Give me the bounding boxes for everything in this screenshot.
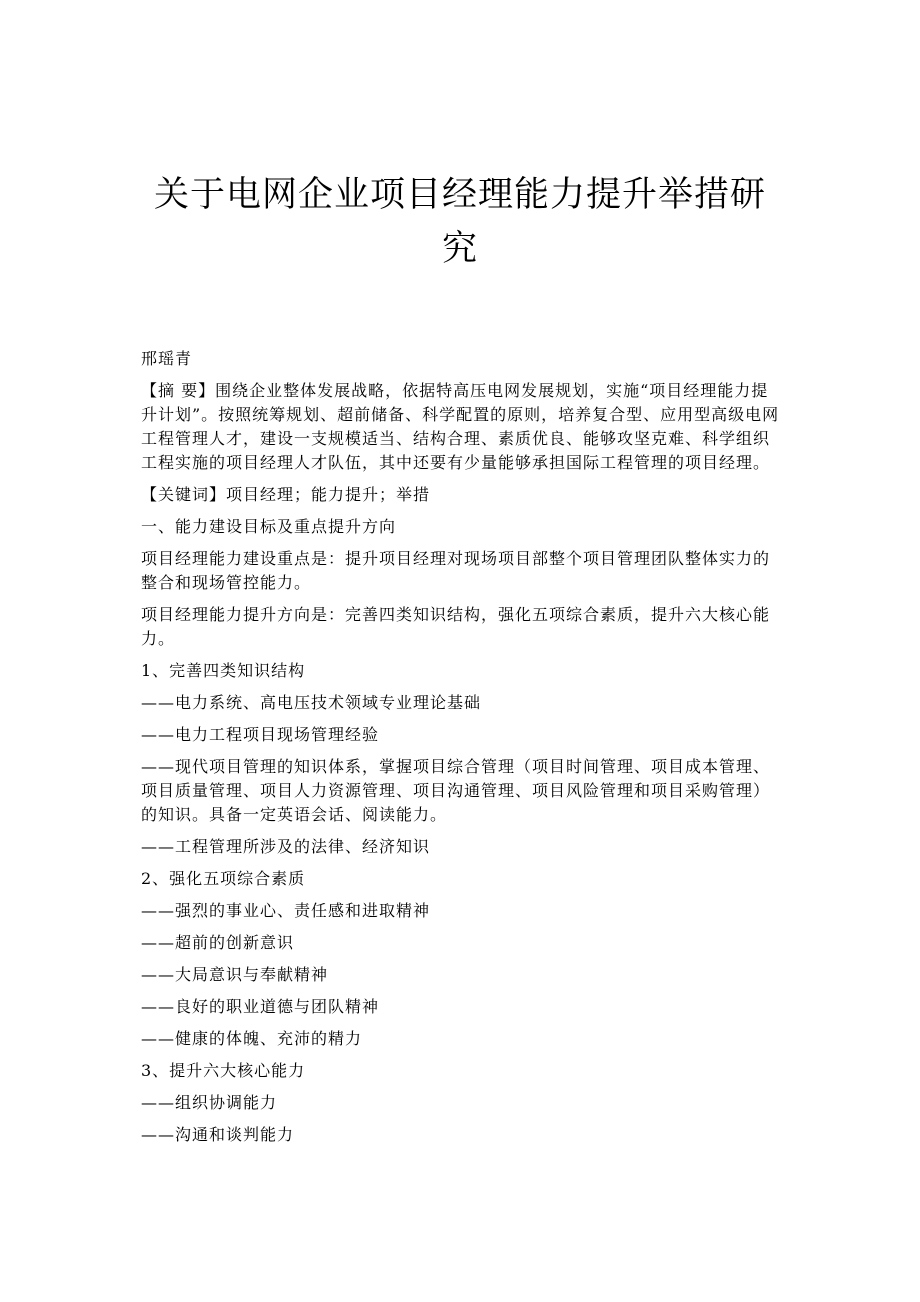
title-line-1: 关于电网企业项目经理能力提升举措研 [153, 175, 766, 215]
subsection-heading: 1、完善四类知识结构 [141, 661, 306, 680]
list-item: ——工程管理所涉及的法律、经济知识 [141, 837, 431, 856]
subsection-heading: 3、提升六大核心能力 [141, 1061, 306, 1080]
author: 邢瑶青 [141, 349, 193, 368]
list-item: ——沟通和谈判能力 [141, 1125, 295, 1144]
list-item: ——电力工程项目现场管理经验 [141, 725, 380, 744]
list-item: ——现代项目管理的知识体系，掌握项目综合管理（项目时间管理、项目成本管理、项目质量管理、项目人力资源管理、项目沟通管理、项目风险管理和项目采购管理）的知识。具备一定英语会话、阅读能力。 [141, 757, 771, 824]
list-item: ——健康的体魄、充沛的精力 [141, 1029, 363, 1048]
list-item: ——组织协调能力 [141, 1093, 278, 1112]
title-line-2: 究 [441, 229, 478, 269]
focus-paragraph: 项目经理能力建设重点是：提升项目经理对现场项目部整个项目管理团队整体实力的整合和现场管控能力。 [141, 549, 771, 592]
list-item: ——电力系统、高电压技术领域专业理论基础 [141, 693, 482, 712]
list-item: ——大局意识与奉献精神 [141, 965, 329, 984]
direction-paragraph: 项目经理能力提升方向是：完善四类知识结构，强化五项综合素质，提升六大核心能力。 [141, 605, 771, 648]
section-heading: 一、能力建设目标及重点提升方向 [141, 517, 397, 536]
list-item: ——良好的职业道德与团队精神 [141, 997, 380, 1016]
abstract-paragraph: 【摘 要】围绕企业整体发展战略，依据特高压电网发展规划，实施“项目经理能力提升计划”。按照统筹规划、超前储备、科学配置的原则，培养复合型、应用型高级电网工程管理人才，建设一支规模适当、结构合理、素质优良、能够攻坚克难、科学组织工程实施的项目经理人才队伍，其中还要有少量能够承担国际工程管理的项目经理。 [141, 381, 780, 472]
keywords-paragraph: 【关键词】项目经理；能力提升；举措 [141, 485, 431, 504]
list-item: ——超前的创新意识 [141, 933, 295, 952]
subsection-heading: 2、强化五项综合素质 [141, 869, 306, 888]
document-body [141, 347, 781, 1155]
list-item: ——强烈的事业心、责任感和进取精神 [141, 901, 431, 920]
document-title [120, 168, 800, 276]
